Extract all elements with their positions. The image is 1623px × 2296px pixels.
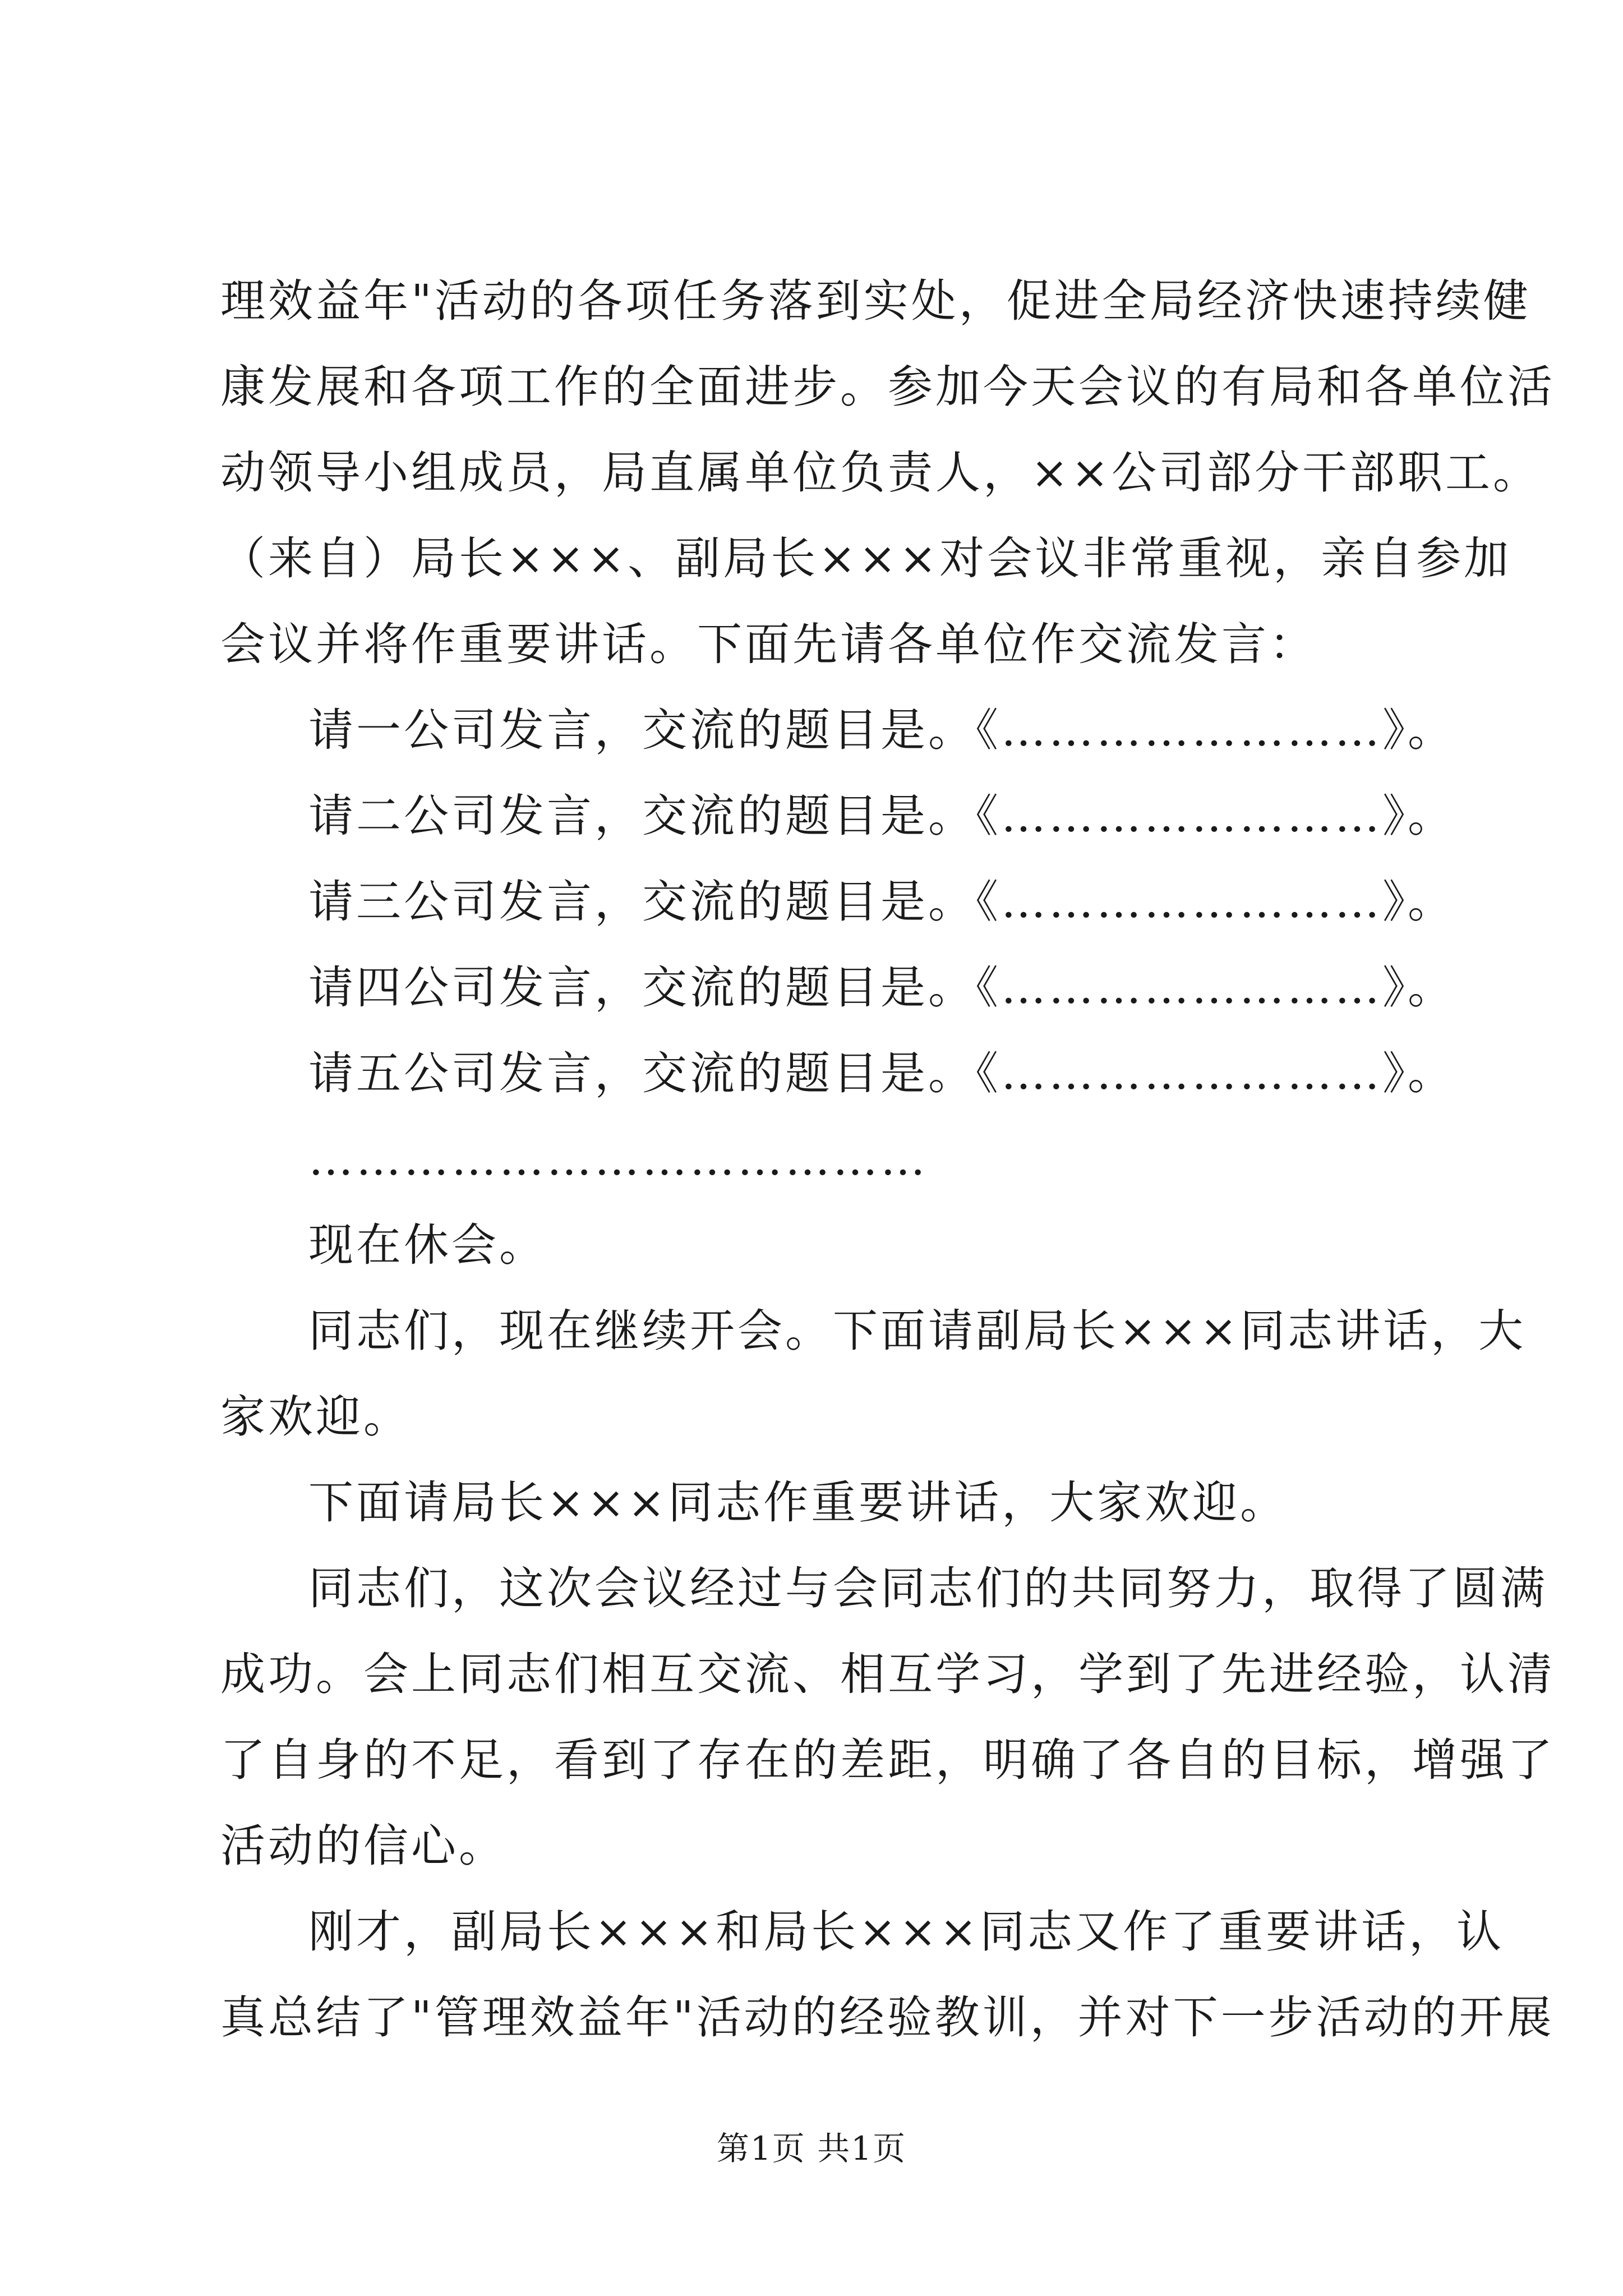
text-line: 现在休会。: [308, 1219, 547, 1271]
text-line: （来自）局长×××、副局长×××对会议非常重视，亲自参加: [220, 532, 1512, 585]
text-line: 活动的信心。: [220, 1820, 506, 1872]
text-line: 同志们，现在继续开会。下面请副局长×××同志讲话，大: [308, 1305, 1527, 1357]
text-line: 家欢迎。: [220, 1391, 411, 1443]
text-line: 康发展和各项工作的全面进步。参加今天会议的有局和各单位活: [220, 361, 1555, 413]
text-line: 同志们，这次会议经过与会同志们的共同努力，取得了圆满: [308, 1562, 1548, 1614]
text-line: 请五公司发言，交流的题目是。《……………………》。: [308, 1047, 1455, 1099]
text-line: 请三公司发言，交流的题目是。《……………………》。: [308, 876, 1455, 928]
text-line: 会议并将作重要讲话。下面先请各单位作交流发言：: [220, 618, 1317, 670]
text-line: 真总结了"管理效益年"活动的经验教训，并对下一步活动的开展: [220, 1991, 1555, 2044]
text-line: 刚才，副局长×××和局长×××同志又作了重要讲话，认: [308, 1906, 1505, 1958]
text-line: 请四公司发言，交流的题目是。《……………………》。: [308, 961, 1455, 1014]
text-line: 理效益年"活动的各项任务落到实处，促进全局经济快速持续健: [220, 275, 1531, 327]
text-line: 请二公司发言，交流的题目是。《……………………》。: [308, 790, 1455, 842]
text-line: 下面请局长×××同志作重要讲话，大家欢迎。: [308, 1476, 1288, 1529]
ellipsis-line: …………………………………: [308, 1133, 928, 1185]
text-line: 动领导小组成员，局直属单位负责人，××公司部分干部职工。: [220, 447, 1541, 499]
document-body: [220, 258, 1555, 2060]
text-line: 了自身的不足，看到了存在的差距，明确了各自的目标，增强了: [220, 1734, 1555, 1786]
text-line: 成功。会上同志们相互交流、相互学习，学到了先进经验，认清: [220, 1648, 1555, 1700]
text-line: 请一公司发言，交流的题目是。《……………………》。: [308, 704, 1455, 756]
page-number-footer: 第1页 共1页: [716, 2129, 907, 2168]
